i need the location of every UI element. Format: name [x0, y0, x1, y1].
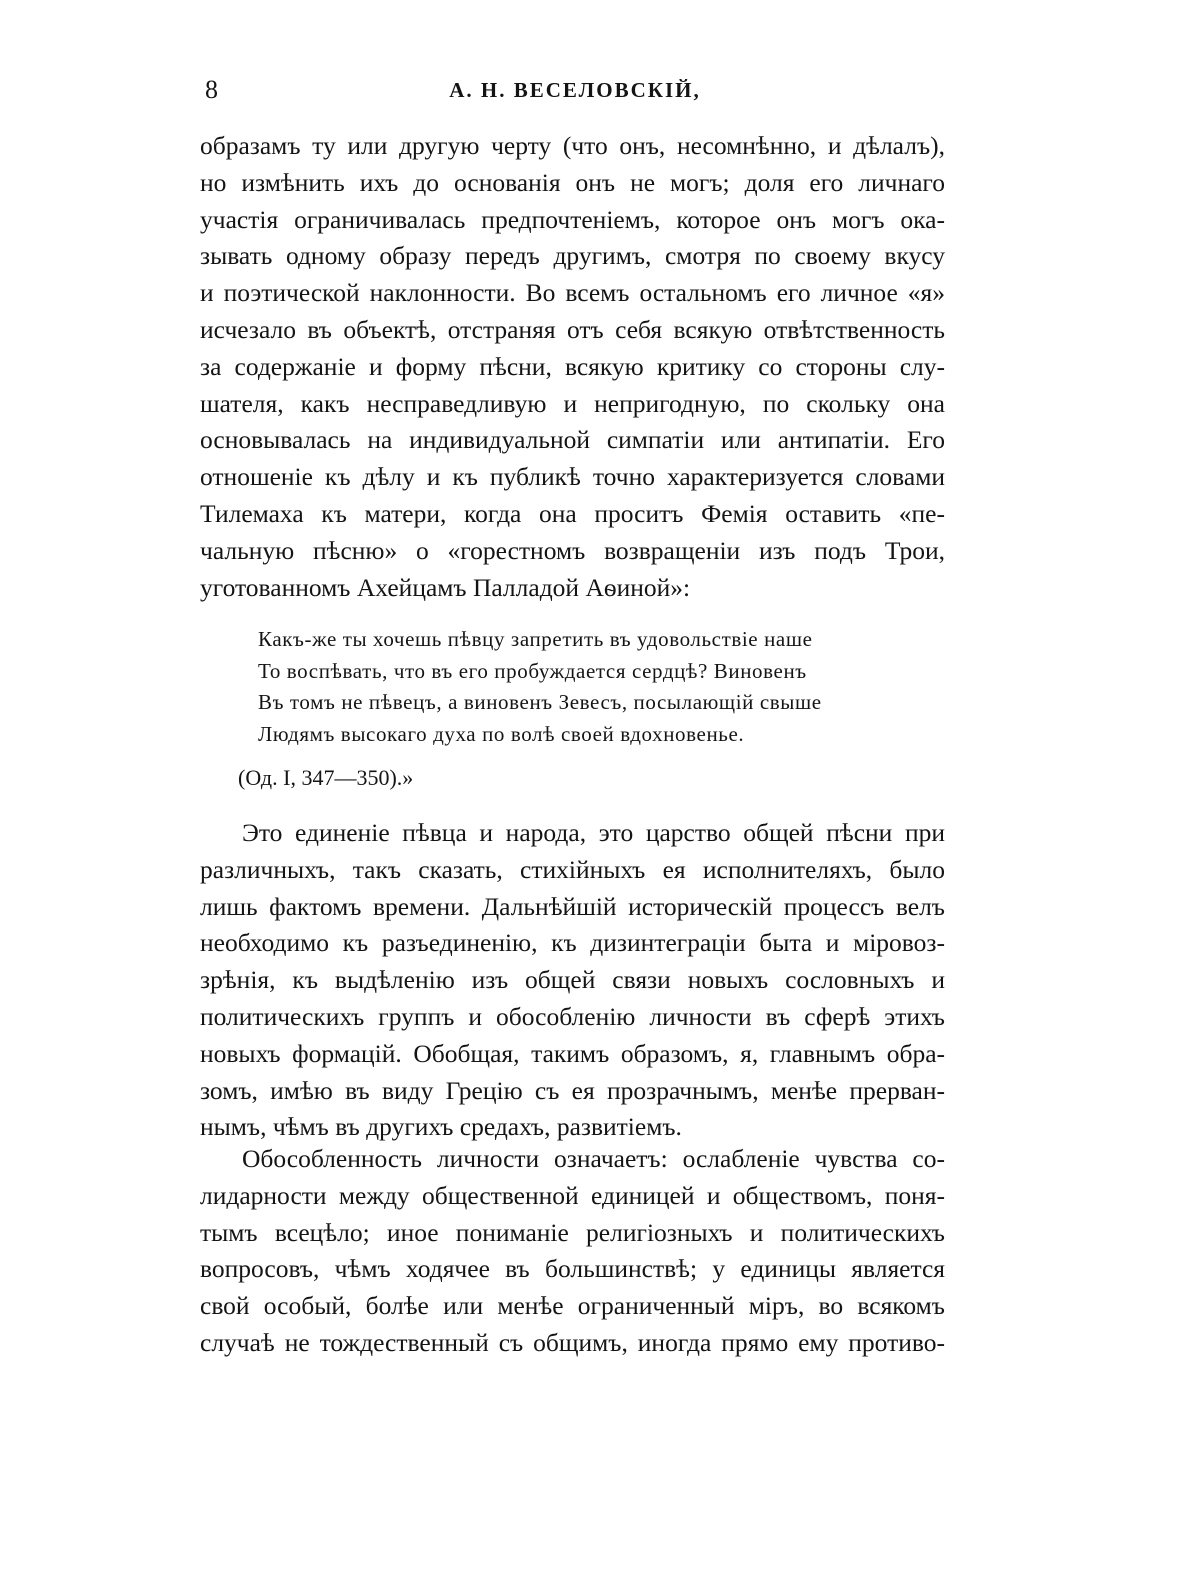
verse-line: То воспѣвать, что въ его пробуждается сердцѣ? Виновенъ [258, 658, 807, 683]
text-line: за содержаніе и форму пѣсни, всякую критику со стороны слу- [200, 351, 945, 381]
text-line: Тилемаха къ матери, когда она проситъ Фемія оставить «пе- [200, 498, 945, 528]
text-line: политическихъ группъ и обособленію личности въ сферѣ этихъ [200, 1001, 945, 1031]
text-line: отношеніе къ дѣлу и къ публикѣ точно характеризуется словами [200, 462, 945, 492]
text-line: Это единеніе пѣвца и народа, это царство общей пѣсни при [242, 818, 945, 847]
text-line: случаѣ не тождественный съ общимъ, иногда прямо ему противо- [200, 1327, 945, 1357]
verse-quotation [258, 624, 878, 750]
paragraph-1 [200, 128, 945, 606]
text-line: чальную пѣсню» о «горестномъ возвращеніи изъ подъ Трои, [200, 535, 945, 565]
text-line: но измѣнить ихъ до основанія онъ не могъ; доля его личнаго [200, 167, 945, 197]
text-line: необходимо къ разъединенію, къ дизинтеграціи быта и міровоз- [200, 928, 945, 958]
text-line: участія ограничивалась предпочтеніемъ, которое онъ могъ ока- [200, 204, 945, 234]
paragraph-3 [200, 1141, 945, 1362]
text-line: лидарности между общественной единицей и обществомъ, поня- [200, 1180, 945, 1210]
text-line: новыхъ формацій. Обобщая, такимъ образомъ, я, главнымъ обра- [200, 1038, 945, 1068]
paragraph-2 [200, 815, 945, 1146]
text-line: исчезало въ объектѣ, отстраняя отъ себя всякую отвѣтственность [200, 314, 945, 344]
text-line: уготованномъ Ахейцамъ Палладой Аѳиной»: [200, 572, 691, 602]
text-line: свой особый, болѣе или менѣе ограниченный міръ, во всякомъ [200, 1291, 945, 1321]
text-line: основывалась на индивидуальной симпатіи или антипатіи. Его [200, 425, 945, 455]
text-line: тымъ всецѣло; иное пониманіе религіозныхъ и политическихъ [200, 1217, 945, 1247]
verse-line: Какъ-же ты хочешь пѣвцу запретить въ удовольствіе наше [258, 627, 813, 651]
text-line: шателя, какъ несправедливую и непригодную, по скольку она [200, 388, 945, 418]
verse-line: Людямъ высокаго духа по волѣ своей вдохновенье. [258, 721, 745, 746]
text-line: лишь фактомъ времени. Дальнѣйшій историческій процессъ велъ [200, 891, 945, 921]
page-header [205, 72, 945, 108]
text-line: зомъ, имѣю въ виду Грецію съ ея прозрачнымъ, менѣе прерван- [200, 1075, 945, 1105]
page-number: 8 [205, 75, 218, 104]
text-line: и поэтической наклонности. Во всемъ остальномъ его личное «я» [200, 278, 945, 308]
text-line: зывать одному образу передъ другимъ, смотря по своему вкусу [200, 241, 945, 271]
text-line: образамъ ту или другую черту (что онъ, несомнѣнно, и дѣлалъ), [200, 131, 945, 160]
verse-source: (Од. I, 347—350).» [238, 765, 414, 790]
text-line: Обособленность личности означаетъ: ослабленіе чувства со- [242, 1144, 945, 1173]
text-line: вопросовъ, чѣмъ ходячее въ большинствѣ; у единицы является [200, 1254, 945, 1284]
text-line: различныхъ, такъ сказать, стихійныхъ ея исполнителяхъ, было [200, 854, 945, 884]
text-line: нымъ, чѣмъ въ другихъ средахъ, развитіемъ. [200, 1112, 682, 1142]
text-line: зрѣнія, къ выдѣленію изъ общей связи новыхъ сословныхъ и [200, 965, 945, 995]
running-head: А. Н. ВЕСЕЛОВСКІЙ, [449, 78, 701, 102]
verse-line: Въ томъ не пѣвецъ, а виновенъ Зевесъ, посылающій свыше [258, 690, 822, 714]
